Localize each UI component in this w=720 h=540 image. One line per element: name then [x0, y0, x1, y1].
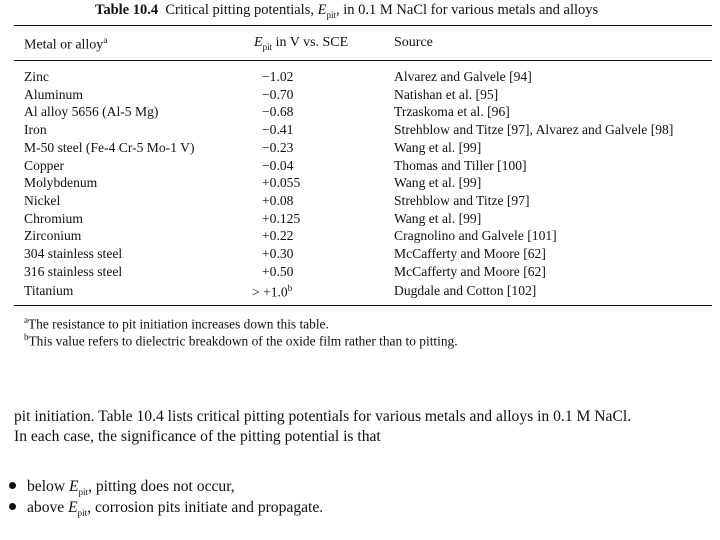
cell-epit: +0.22	[262, 228, 294, 244]
cell-epit	[252, 283, 292, 301]
table-row	[0, 246, 720, 263]
cell-source: Cragnolino and Galvele [101]	[394, 228, 557, 244]
table-row	[0, 158, 720, 175]
header-epit-symbol: E	[254, 35, 263, 50]
caption-text-before: Critical pitting potentials,	[165, 2, 318, 18]
table-row	[0, 122, 720, 139]
bullet-symbol: E	[69, 478, 79, 495]
header-source: Source	[394, 35, 433, 50]
cell-source: Alvarez and Galvele [94]	[394, 69, 532, 84]
bullet-dot-icon	[9, 482, 16, 489]
table-number: Table 10.4	[95, 2, 159, 18]
cell-epit: −0.68	[262, 104, 294, 120]
cell-source: Thomas and Tiller [100]	[394, 157, 527, 173]
caption-symbol-sub: pit	[326, 9, 336, 20]
cell-metal: Aluminum	[24, 86, 83, 102]
table-row	[0, 264, 720, 281]
header-epit-unit: in V vs. SCE	[272, 35, 349, 50]
cell-source: McCafferty and Moore [62]	[394, 246, 546, 261]
bullet-symbol-sub: pit	[78, 487, 89, 498]
footnote-mark: b	[24, 332, 29, 342]
header-metal-footnote-mark: a	[103, 35, 108, 45]
cell-metal: Zirconium	[24, 228, 82, 244]
cell-metal: Iron	[24, 122, 47, 138]
cell-epit: +0.50	[262, 263, 294, 279]
cell-source: Wang et al. [99]	[394, 175, 482, 191]
table-row	[0, 140, 720, 157]
cell-source: Strehblow and Titze [97], Alvarez and Galvele [98]	[394, 122, 674, 138]
cell-epit: +0.055	[262, 175, 301, 191]
cell-epit: −0.70	[262, 86, 294, 102]
cell-epit: +0.30	[262, 246, 294, 261]
caption-text-after: , in 0.1 M NaCl for various metals and alloys	[335, 2, 599, 18]
bullet-dot-icon	[9, 503, 16, 510]
footnote-a	[24, 315, 329, 332]
cell-source: Trzaskoma et al. [96]	[394, 104, 510, 120]
header-metal	[24, 35, 107, 54]
body-line-1: pit initiation. Table 10.4 lists critical pitting potentials for various metals and alloys in 0.1 M NaCl.	[14, 408, 632, 425]
cell-source: Wang et al. [99]	[394, 139, 482, 155]
cell-metal: Zinc	[24, 69, 49, 84]
cell-epit: −1.02	[262, 69, 294, 84]
bullet-text-after: , corrosion pits initiate and propagate.	[87, 499, 324, 516]
cell-metal: Nickel	[24, 192, 61, 208]
table-caption	[95, 2, 598, 20]
table-row	[0, 211, 720, 228]
header-metal-label: Metal or alloy	[24, 37, 104, 53]
footnote-b	[24, 332, 458, 349]
footnote-mark: a	[24, 315, 28, 325]
cell-metal: Molybdenum	[24, 175, 98, 191]
cell-source: Wang et al. [99]	[394, 210, 482, 226]
bullet-symbol: E	[68, 499, 78, 516]
table-row	[0, 87, 720, 104]
cell-source: Dugdale and Cotton [102]	[394, 283, 537, 298]
bullet-text-before: below	[27, 478, 70, 495]
cell-source: McCafferty and Moore [62]	[394, 263, 546, 279]
table-row	[0, 175, 720, 192]
header-epit-sub: pit	[262, 41, 273, 52]
header-epit	[254, 35, 348, 52]
cell-metal: Al alloy 5656 (Al-5 Mg)	[24, 104, 159, 120]
cell-source: Natishan et al. [95]	[394, 86, 499, 102]
bullet-text-after: , pitting does not occur,	[88, 478, 235, 495]
table-bottom-rule	[14, 305, 712, 306]
cell-metal: 304 stainless steel	[24, 246, 123, 261]
cell-metal: 316 stainless steel	[24, 263, 123, 279]
bullet-item	[9, 499, 323, 518]
table-row	[0, 228, 720, 245]
bullet-item	[9, 478, 235, 497]
footnote-text: This value refers to dielectric breakdown of the oxide film rather than to pitting.	[28, 333, 458, 349]
cell-metal: Chromium	[24, 210, 83, 226]
table-top-rule	[14, 25, 712, 26]
cell-metal: Copper	[24, 157, 65, 173]
table-row	[0, 193, 720, 210]
cell-epit: −0.41	[262, 122, 294, 138]
cell-epit: +0.08	[262, 192, 294, 208]
cell-epit: −0.04	[262, 157, 294, 173]
caption-symbol: E	[317, 2, 327, 18]
body-line-2: In each case, the significance of the pitting potential is that	[14, 428, 381, 445]
table-row	[0, 104, 720, 121]
bullet-text-before: above	[27, 499, 69, 516]
cell-metal: M-50 steel (Fe-4 Cr-5 Mo-1 V)	[24, 139, 195, 155]
cell-source: Strehblow and Titze [97]	[394, 192, 530, 208]
table-row	[0, 283, 720, 300]
footnote-text: The resistance to pit initiation increases down this table.	[28, 316, 329, 332]
cell-epit-footnote-mark: b	[287, 283, 293, 293]
table-header-rule	[14, 60, 712, 61]
cell-epit: −0.23	[262, 139, 294, 155]
cell-epit-value: > +1.0	[252, 284, 288, 300]
bullet-symbol-sub: pit	[77, 508, 88, 519]
table-row	[0, 69, 720, 86]
cell-metal: Titanium	[24, 283, 74, 298]
cell-epit: +0.125	[262, 210, 301, 226]
